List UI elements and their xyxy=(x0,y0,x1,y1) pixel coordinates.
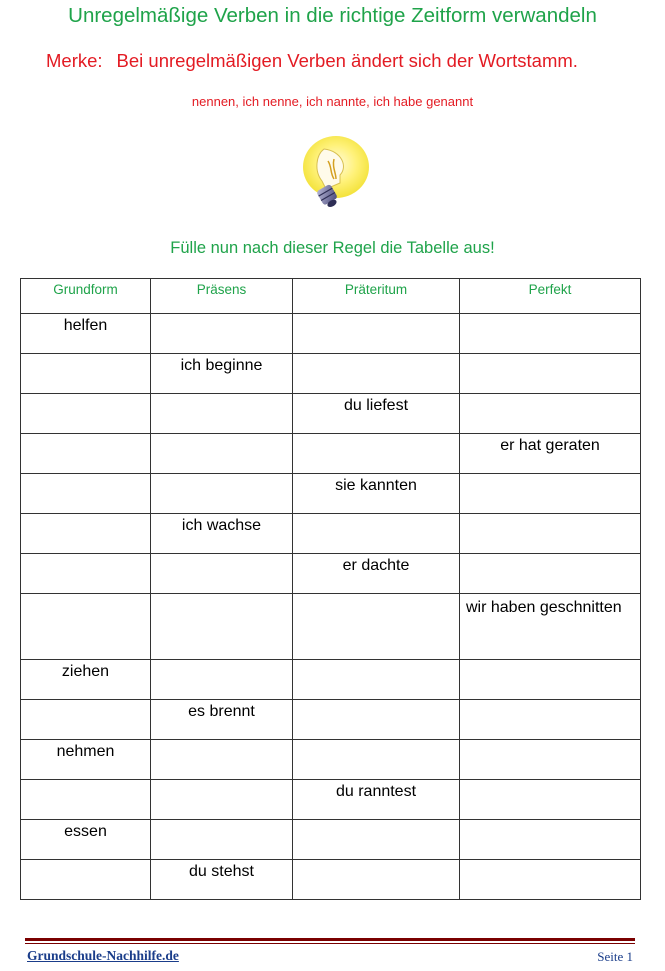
cell-grundform[interactable]: ziehen xyxy=(21,660,151,700)
cell-grundform[interactable] xyxy=(21,554,151,594)
cell-praesens[interactable]: ich wachse xyxy=(151,514,293,554)
cell-praesens[interactable] xyxy=(151,780,293,820)
rule-note xyxy=(46,50,578,72)
table-row xyxy=(21,660,641,700)
cell-perfekt[interactable]: wir haben geschnitten xyxy=(460,594,641,660)
table-row xyxy=(21,354,641,394)
instruction: Fülle nun nach dieser Regel die Tabelle aus! xyxy=(170,239,495,257)
cell-grundform[interactable] xyxy=(21,394,151,434)
cell-praesens[interactable] xyxy=(151,554,293,594)
cell-perfekt[interactable] xyxy=(460,354,641,394)
cell-praesens[interactable] xyxy=(151,820,293,860)
cell-perfekt[interactable] xyxy=(460,314,641,354)
cell-perfekt[interactable] xyxy=(460,514,641,554)
table-row xyxy=(21,314,641,354)
cell-perfekt[interactable] xyxy=(460,700,641,740)
cell-perfekt[interactable] xyxy=(460,474,641,514)
rule-text: Bei unregelmäßigen Verben ändert sich der Wortstamm. xyxy=(116,50,578,71)
column-header-perfekt: Perfekt xyxy=(460,279,641,314)
footer-page-number: Seite 1 xyxy=(597,949,633,964)
light-bulb-icon xyxy=(296,133,372,215)
cell-praeteritum[interactable] xyxy=(293,860,460,900)
footer-divider xyxy=(25,938,635,941)
cell-praesens[interactable] xyxy=(151,660,293,700)
cell-praeteritum[interactable] xyxy=(293,700,460,740)
cell-grundform[interactable]: essen xyxy=(21,820,151,860)
table-row xyxy=(21,434,641,474)
table-row xyxy=(21,474,641,514)
cell-grundform[interactable]: helfen xyxy=(21,314,151,354)
footer-divider-thin xyxy=(25,943,635,944)
cell-grundform[interactable] xyxy=(21,780,151,820)
cell-praesens[interactable] xyxy=(151,594,293,660)
cell-praesens[interactable]: es brennt xyxy=(151,700,293,740)
table-row xyxy=(21,780,641,820)
verb-table xyxy=(20,278,641,900)
table-row xyxy=(21,860,641,900)
cell-perfekt[interactable] xyxy=(460,394,641,434)
cell-praeteritum[interactable] xyxy=(293,660,460,700)
cell-praesens[interactable]: du stehst xyxy=(151,860,293,900)
cell-praesens[interactable] xyxy=(151,314,293,354)
table-row xyxy=(21,740,641,780)
table-row xyxy=(21,820,641,860)
cell-praeteritum[interactable] xyxy=(293,434,460,474)
cell-praeteritum[interactable] xyxy=(293,514,460,554)
cell-praeteritum[interactable]: sie kannten xyxy=(293,474,460,514)
cell-praeteritum[interactable] xyxy=(293,820,460,860)
cell-grundform[interactable] xyxy=(21,700,151,740)
page-title: Unregelmäßige Verben in die richtige Zeitform verwandeln xyxy=(68,4,597,27)
example-conjugation: nennen, ich nenne, ich nannte, ich habe genannt xyxy=(191,94,474,109)
cell-praeteritum[interactable]: er dachte xyxy=(293,554,460,594)
cell-grundform[interactable] xyxy=(21,434,151,474)
cell-grundform[interactable] xyxy=(21,474,151,514)
column-header-praesens: Präsens xyxy=(151,279,293,314)
rule-label: Merke: xyxy=(46,50,103,71)
cell-grundform[interactable]: nehmen xyxy=(21,740,151,780)
cell-praesens[interactable] xyxy=(151,394,293,434)
cell-perfekt[interactable] xyxy=(460,860,641,900)
cell-praeteritum[interactable]: du liefest xyxy=(293,394,460,434)
cell-grundform[interactable] xyxy=(21,594,151,660)
cell-grundform[interactable] xyxy=(21,354,151,394)
column-header-grundform: Grundform xyxy=(21,279,151,314)
table-row xyxy=(21,514,641,554)
cell-perfekt[interactable]: er hat geraten xyxy=(460,434,641,474)
cell-perfekt[interactable] xyxy=(460,820,641,860)
column-header-praeteritum: Präteritum xyxy=(293,279,460,314)
cell-praesens[interactable] xyxy=(151,740,293,780)
cell-praeteritum[interactable] xyxy=(293,740,460,780)
cell-praeteritum[interactable] xyxy=(293,594,460,660)
cell-praeteritum[interactable]: du ranntest xyxy=(293,780,460,820)
footer-site-link[interactable]: Grundschule-Nachhilfe.de xyxy=(27,948,179,963)
table-row xyxy=(21,554,641,594)
cell-perfekt[interactable] xyxy=(460,780,641,820)
cell-perfekt[interactable] xyxy=(460,554,641,594)
cell-praesens[interactable] xyxy=(151,434,293,474)
cell-praesens[interactable]: ich beginne xyxy=(151,354,293,394)
cell-grundform[interactable] xyxy=(21,860,151,900)
cell-praeteritum[interactable] xyxy=(293,314,460,354)
cell-perfekt[interactable] xyxy=(460,740,641,780)
table-row xyxy=(21,594,641,660)
table-header-row xyxy=(21,279,641,314)
cell-grundform[interactable] xyxy=(21,514,151,554)
table-row xyxy=(21,394,641,434)
cell-praeteritum[interactable] xyxy=(293,354,460,394)
cell-praesens[interactable] xyxy=(151,474,293,514)
cell-perfekt[interactable] xyxy=(460,660,641,700)
table-row xyxy=(21,700,641,740)
